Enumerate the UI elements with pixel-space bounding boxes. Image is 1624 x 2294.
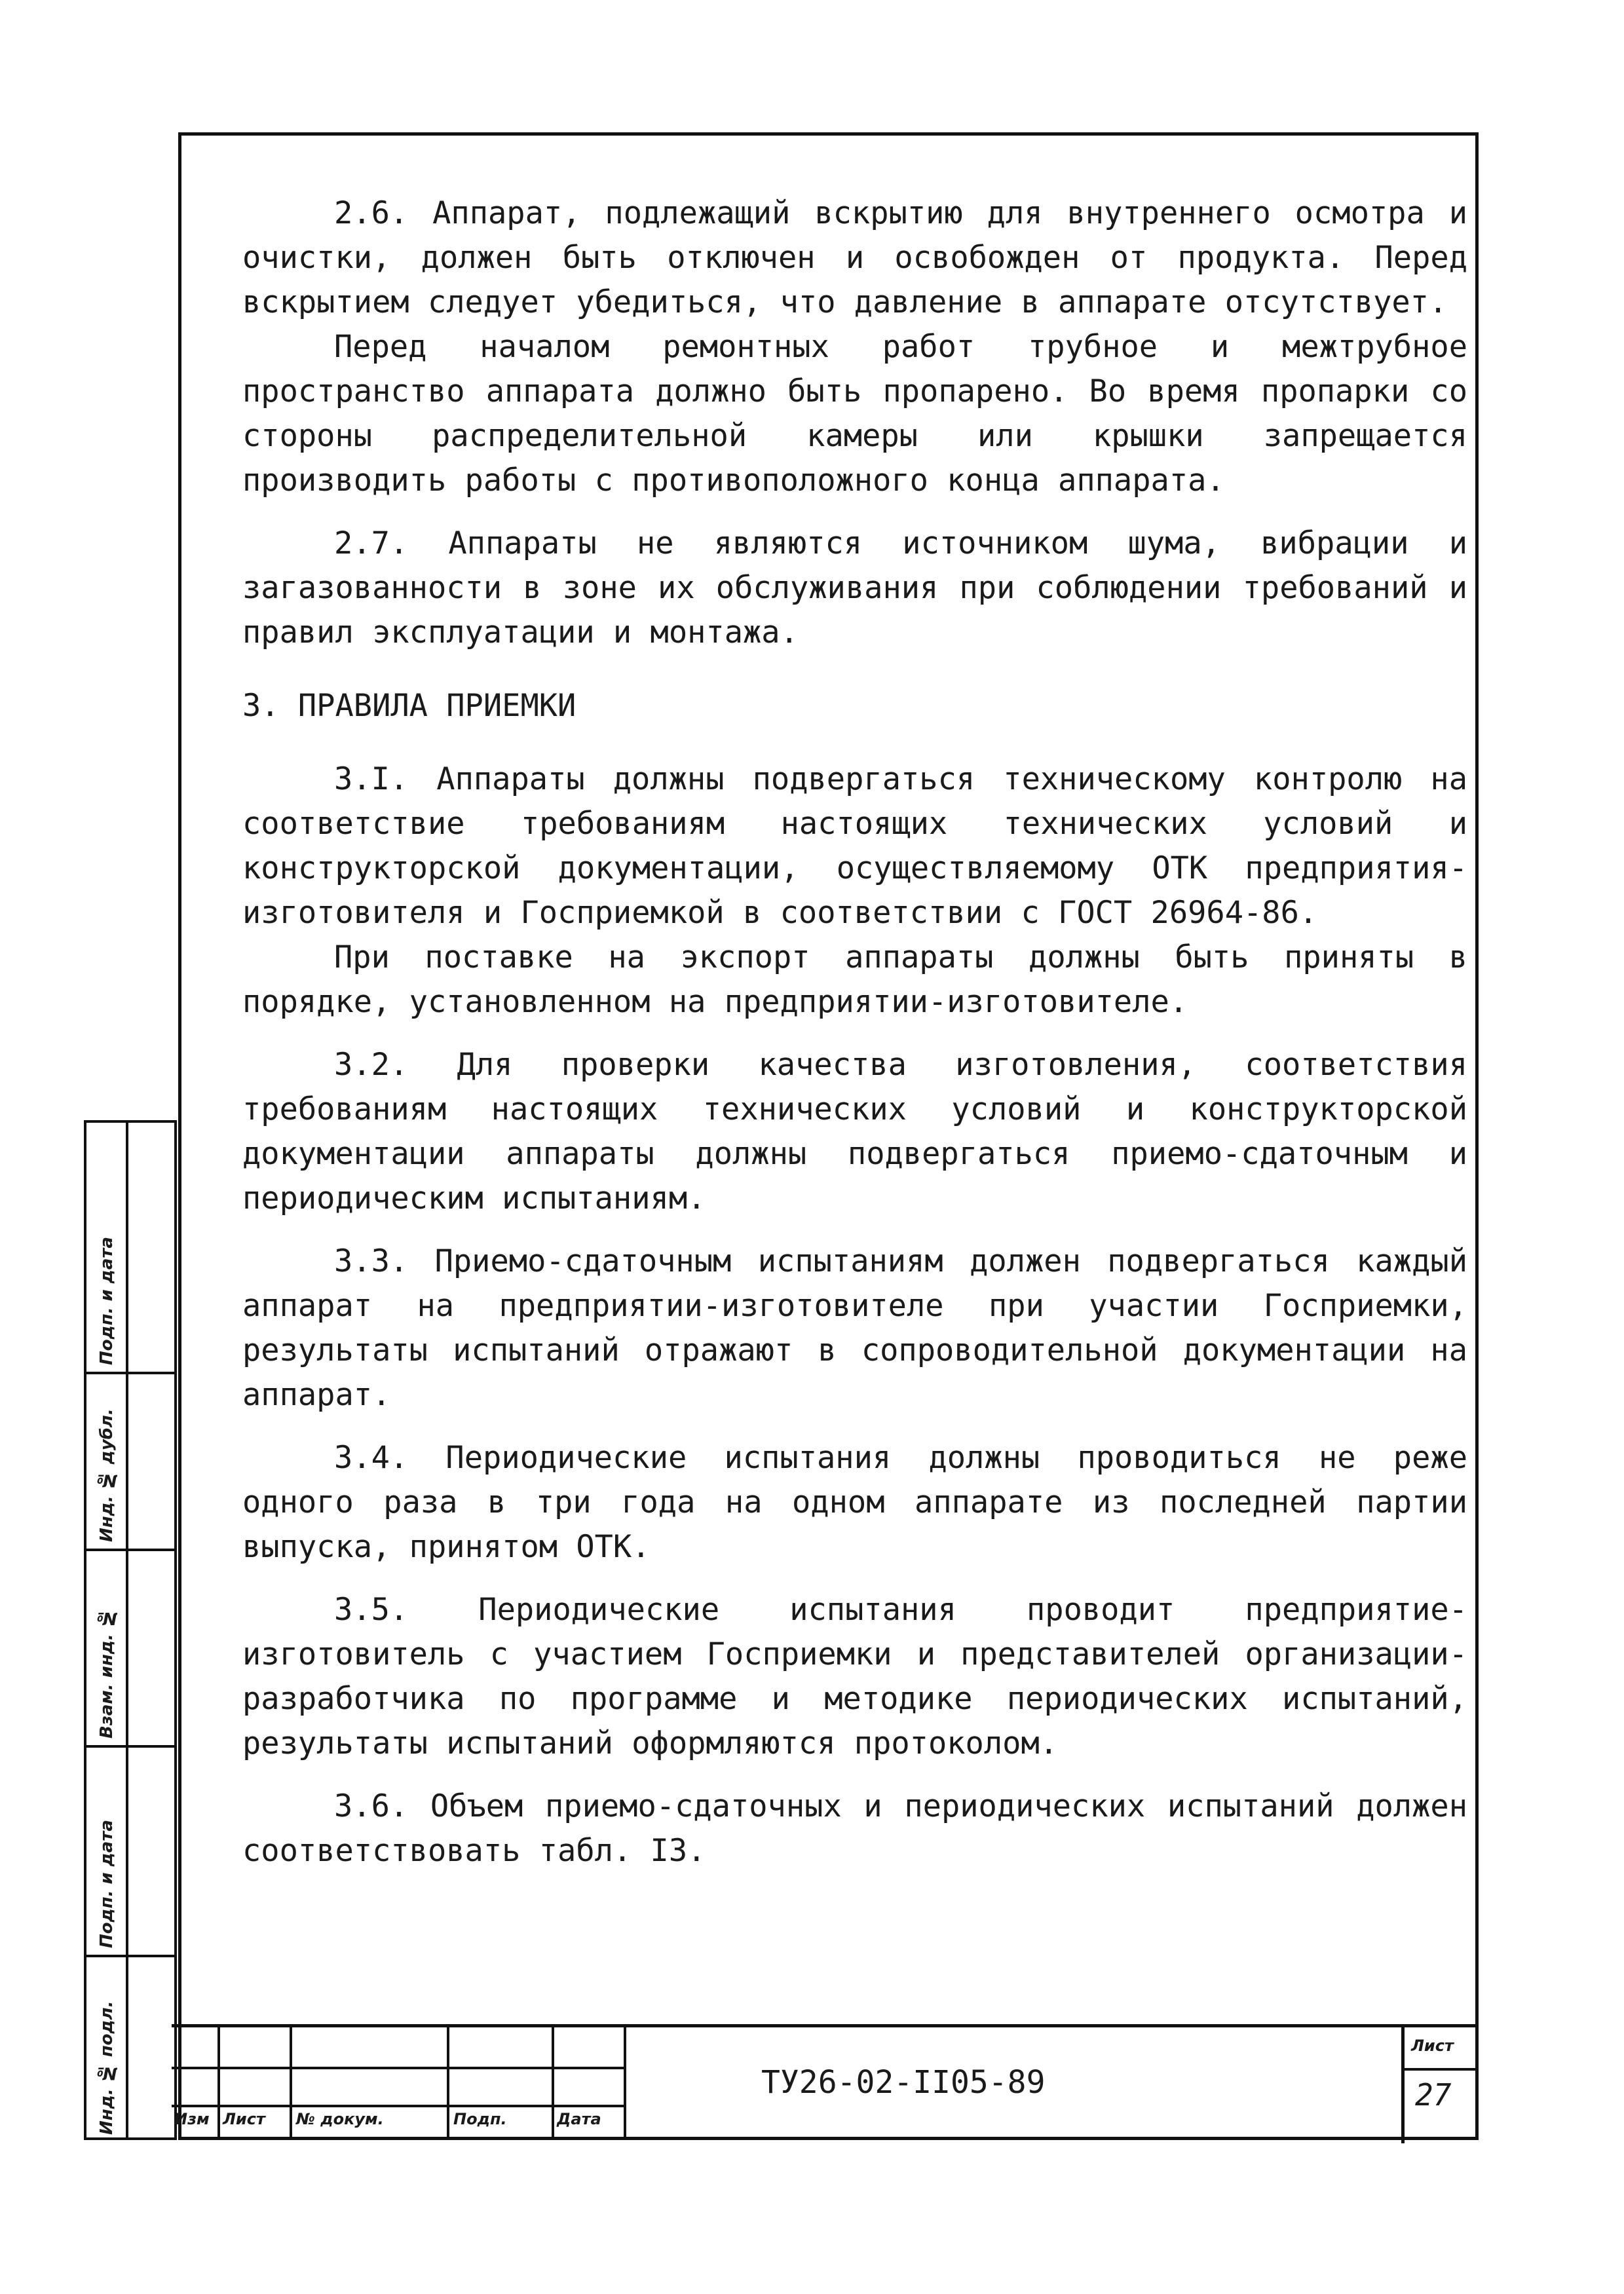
- paragraph-3-1a: 3.I. Аппараты должны подвергаться техническому контролю на соответствие требованиям настоящих технических условий и конструкторской документации, осуществляемому ОТК предприятия-изготовителя и Госприемкой в соответствии с ГОСТ 26964-86.: [242, 761, 1467, 931]
- document-number: ТУ26-02-II05-89: [761, 2064, 1046, 2101]
- paragraph-2-6a: 2.6. Аппарат, подлежащий вскрытию для внутреннего осмотра и очистки, должен быть отключен и освобожден от продукта. Перед вскрытием следует убедиться, что давление в аппарате отсутствует.: [242, 195, 1467, 320]
- document-body: [242, 191, 1467, 1873]
- header-signature: Подп.: [453, 2110, 507, 2128]
- section-title: 3. ПРАВИЛА ПРИЕМКИ: [242, 688, 576, 724]
- header-change: Изм: [174, 2110, 210, 2128]
- header-sheet: Лист: [223, 2110, 265, 2128]
- paragraph-2-7: 2.7. Аппараты не являются источником шума, вибрации и загазованности в зоне их обслуживания при соблюдении требований и правил эксплуатации и монтажа.: [242, 525, 1467, 650]
- paragraph-3-1b: При поставке на экспорт аппараты должны быть приняты в порядке, установленном на предприятии-изготовителе.: [242, 939, 1467, 1020]
- paragraph-3-3: 3.3. Приемо-сдаточным испытаниям должен подвергаться каждый аппарат на предприятии-изготовителе при участии Госприемки, результаты испытаний отражают в сопроводительной документации на аппарат.: [242, 1243, 1467, 1413]
- paragraph-2-6b: Перед началом ремонтных работ трубное и межтрубное пространство аппарата должно быть пропарено. Во время пропарки со стороны распределительной камеры или крышки запрещается производить работы с противоположного конца аппарата.: [242, 329, 1467, 498]
- side-label-replace-no: Взам. инд. №: [97, 1608, 117, 1739]
- header-date: Дата: [557, 2110, 601, 2128]
- side-label-dup-no: Инд. № дубл.: [97, 1408, 117, 1542]
- paragraph-3-6: 3.6. Объем приемо-сдаточных и периодических испытаний должен соответствовать табл. I3.: [242, 1788, 1467, 1869]
- paragraph-3-5: 3.5. Периодические испытания проводит предприятие-изготовитель с участием Госприемки и представителей организации-разработчика по программе и методике периодических испытаний, результаты испытаний оформляются протоколом.: [242, 1592, 1467, 1761]
- side-label-orig-no: Инд. № подл.: [97, 2001, 117, 2135]
- side-label-sign-date: Подп. и дата: [97, 1237, 117, 1365]
- paragraph-3-2: 3.2. Для проверки качества изготовления, соответствия требованиям настоящих технических условий и конструкторской документации аппараты должны подвергаться приемо-сдаточным и периодическим испытаниям.: [242, 1047, 1467, 1216]
- side-label-sign-date-2: Подп. и дата: [97, 1820, 117, 1948]
- title-block: [172, 2024, 1479, 2140]
- sheet-number: 27: [1415, 2077, 1452, 2113]
- sheet-label: Лист: [1411, 2037, 1454, 2055]
- header-doc-no: № докум.: [296, 2110, 384, 2128]
- side-stamp: [84, 1120, 177, 2140]
- sheet-box: [1401, 2027, 1479, 2143]
- paragraph-3-4: 3.4. Периодические испытания должны проводиться не реже одного раза в три года на одном аппарате из последней партии выпуска, принятом ОТК.: [242, 1440, 1467, 1565]
